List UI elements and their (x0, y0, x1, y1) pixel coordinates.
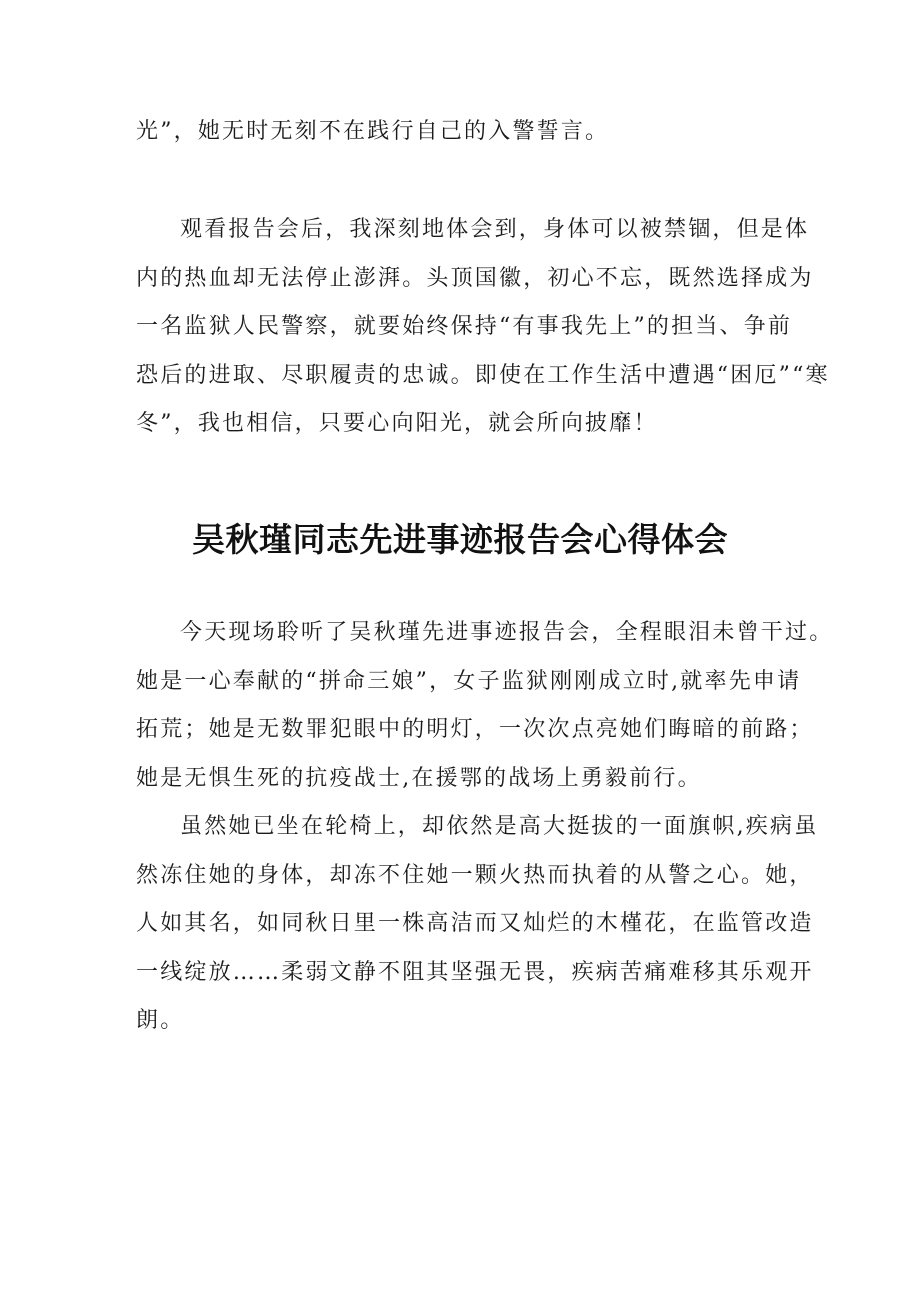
reflection-paragraph (136, 206, 830, 449)
document-title: 吴秋瑾同志先进事迹报告会心得体会 (192, 520, 728, 559)
paragraph-line: 内的热血却无法停止澎湃。头顶国徽，初心不忘，既然选择成为 (136, 265, 814, 291)
paragraph-line: 拓荒；她是无数罪犯眼中的明灯，一次次点亮她们晦暗的前路； (136, 717, 814, 742)
paragraph-line: 今天现场聆听了吴秋瑾先进事迹报告会，全程眼泪未曾干过。 (180, 620, 834, 645)
paragraph-line: 光”，她无时无刻不在践行自己的入警誓言。 (136, 119, 610, 144)
paragraph-line: 一线绽放……柔弱文静不阻其坚强无畏，疾病苦痛难移其乐观开 (136, 959, 814, 985)
paragraph-line: 人如其名，如同秋日里一株高洁而又灿烂的木槿花，在监管改造 (136, 911, 814, 936)
paragraph-line: 一名监狱人民警察，就要始终保持“有事我先上”的担当、争前 (136, 314, 793, 339)
paragraph-line: 朗。 (136, 1008, 185, 1033)
paragraph-line: 观看报告会后，我深刻地体会到，身体可以被禁锢，但是体 (180, 217, 810, 242)
paragraph-line: 她是一心奉献的“拼命三娘”，女子监狱刚刚成立时,就率先申请 (136, 668, 802, 694)
paragraph-line: 虽然她已坐在轮椅上，却依然是高大挺拔的一面旗帜,疾病虽 (180, 814, 819, 839)
body-paragraph-one (136, 609, 834, 803)
paragraph-line: 然冻住她的身体，却冻不住她一颗火热而执着的从警之心。她， (136, 862, 814, 888)
paragraph-line: 她是无惧生死的抗疫战士,在援鄂的战场上勇毅前行。 (136, 765, 702, 791)
continued-paragraph (136, 108, 800, 157)
paragraph-line: 恐后的进取、尽职履责的忠诚。即使在工作生活中遭遇“困厄”“寒 (136, 362, 830, 388)
paragraph-line: 冬”，我也相信，只要心向阳光，就会所向披靡！ (136, 411, 658, 436)
body-paragraph-two (136, 803, 819, 1046)
